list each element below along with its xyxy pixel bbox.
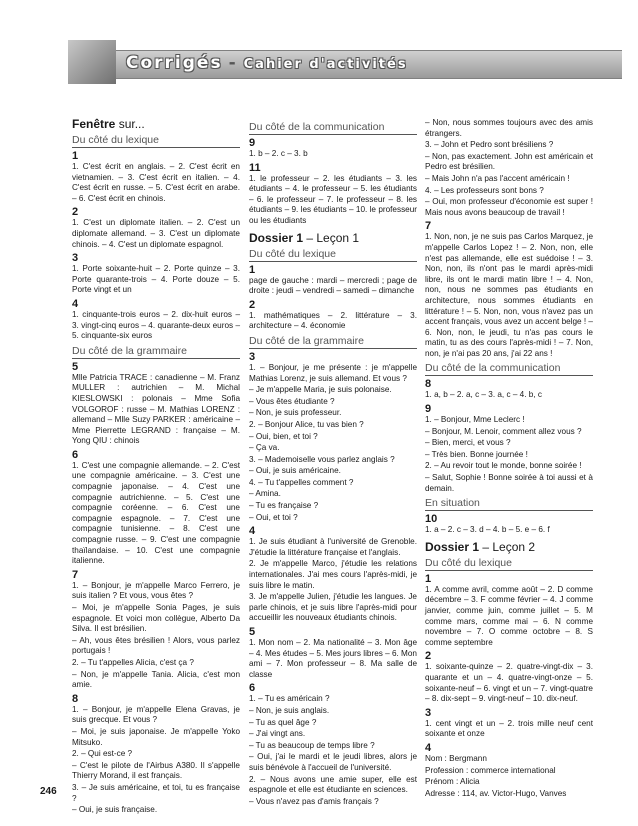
header-title-main: Corrigés [126, 53, 223, 73]
answer-text: Profession : commerce international [425, 765, 556, 775]
answer-text: 1. cinquante-trois euros – 2. dix-huit euros – 3. vingt-cinq euros – 4. quarante-deux euros – 5. cinquante-six euros [72, 309, 240, 341]
answer-text: – Oui, je suis française. [72, 805, 158, 815]
answer-text: 1. C'est une compagnie allemande. – 2. C'est une compagnie américaine. – 3. C'est une compagnie japonaise. – 4. C'est une compagnie autrichienne. – 5. C'est une compagnie coréenne. – 6. C'est une compagnie espagnole. – 7. C'est une compagnie tunisienne. – 8. C'est une compagnie russe. – 9. C'est une compagnie thaïlandaise. – 10. C'est une compagnie italienne. [72, 460, 240, 566]
exercise-number: 2 [249, 298, 256, 311]
answer-text: 1. a, b – 2. a, c – 3. a, c – 4. b, c [425, 390, 542, 400]
answer-text: 1. – Bonjour, je m'appelle Elena Gravas, je suis grecque. Et vous ? [72, 704, 240, 725]
exercise-number: 3 [425, 706, 432, 719]
answer-text: – Ah, vous êtes brésilien ! Alors, vous parlez portugais ! [72, 635, 240, 656]
answer-text: 3. – Mademoiselle vous parlez anglais ? [249, 454, 395, 464]
exercise-number: 3 [72, 252, 79, 265]
heading-rest: sur... [115, 117, 145, 131]
answer-text: Prénom : Alicia [425, 777, 480, 787]
exercise-number: 4 [425, 741, 432, 754]
answer-text: 2. – Qui est-ce ? [72, 749, 133, 759]
answer-text: 1. A comme avril, comme août – 2. D comme décembre – 3. F comme février – 4. J comme janvier, comme juin, comme juillet – 5. M comme mars, comme mai – 6. N comme novembre – 7. O comme octobre – 8. S comme septembre [425, 584, 593, 647]
answer-text: 1. – Bonjour, je me présente : je m'appelle Mathias Lorenz, je suis allemand. Et vous ? [249, 362, 417, 383]
exercise-number: 3 [249, 350, 256, 363]
answer-text: – Ça va. [249, 443, 280, 453]
answer-text: – Mais John n'a pas l'accent américain ! [425, 173, 570, 183]
heading-rest: – Leçon 1 [303, 230, 360, 245]
section-heading [72, 118, 240, 131]
header-separator: - [228, 53, 238, 73]
exercise-number: 11 [249, 161, 261, 174]
exercise-number: 10 [425, 513, 438, 526]
answer-text: – Très bien. Bonne journée ! [425, 449, 528, 459]
answer-text: 1. Mon nom – 2. Ma nationalité – 3. Mon âge – 4. Mes études – 5. Mes jours libres – 6. Mon ami – 7. Mon professeur – 8. Ma salle de classe [249, 638, 417, 679]
exercise-number: 5 [249, 626, 256, 638]
heading-bold: Fenêtre [72, 117, 116, 131]
answer-text: 1. cent vingt et un – 2. trois mille neuf cent soixante et onze [425, 718, 593, 739]
header-subtitle: Cahier d'activités [243, 57, 408, 72]
exercise-number: 6 [72, 448, 79, 461]
page-number: 246 [40, 786, 57, 797]
answer-text: 2. Je m'appelle Marco, j'étudie les relations internationales. J'ai mes cours l'après-midi, je suis libre le matin. [249, 559, 417, 590]
exercise-number: 9 [249, 137, 256, 149]
answer-text: – Vous êtes étudiante ? [249, 396, 335, 406]
heading-bold: Dossier 1 [425, 539, 480, 554]
answer-text: 2. – Tu t'appelles Alicia, c'est ça ? [72, 657, 194, 667]
answer-text: – J'ai vingt ans. [249, 729, 306, 739]
answer-text: – Bien, merci, et vous ? [425, 438, 511, 448]
answer-text: – Non, je suis professeur. [249, 408, 342, 418]
answer-text: 2. – Nous avons une amie super, elle est espagnole et elle est étudiante en sciences. [249, 774, 417, 795]
exercise-number: 2 [72, 206, 79, 219]
heading-bold: Dossier 1 [249, 230, 304, 245]
answer-text: – Non, je m'appelle Tania. Alicia, c'est mon amie. [72, 669, 240, 690]
answer-text: – Oui, mon professeur d'économie est super ! Mais nous avons beaucoup de travail ! [425, 197, 593, 217]
column-middle [249, 118, 417, 808]
dossier-heading [249, 231, 417, 245]
answer-text: – C'est le pilote de l'Airbus A380. Il s'appelle Thierry Morand, il est français. [72, 760, 240, 781]
answer-text: – Bonjour, M. Lenoir, comment allez vous ? [425, 426, 582, 436]
answer-text: 1. b – 2. c – 3. b [249, 149, 308, 158]
exercise-number: 9 [425, 403, 432, 416]
answer-text: – Tu as quel âge ? [249, 717, 317, 727]
answer-text: 1. – Bonjour, Mme Leclerc ! [425, 415, 525, 425]
answer-text: Mlle Patricia TRACE : canadienne – M. Franz MULLER : autrichien – M. Michal KIESLOWSKI : polonais – Mme Sofia VOLGOROF : russe – M. Mathias LORENZ : allemand – Mlle Suzy PARKER : américaine – Mme Pierrette LEGRAND : française – M. Yong QIU : chinois [72, 372, 240, 446]
exercise-number: 1 [249, 263, 256, 276]
answer-text: 1. Je suis étudiant à l'université de Grenoble. J'étudie la littérature française et l'anglais. [249, 537, 417, 557]
answer-text: 3. – Je suis américaine, et toi, tu es française ? [72, 782, 240, 803]
answer-text: – Oui, et toi ? [249, 512, 298, 522]
answer-text: – Tu es française ? [249, 501, 319, 511]
heading-rest: – Leçon 2 [479, 539, 536, 554]
exercise-number: 5 [72, 360, 79, 373]
subsection-heading: Du côté de la communication [425, 362, 593, 376]
column-right [425, 118, 593, 800]
answer-text: 1. Non, non, je ne suis pas Carlos Marquez, je m'appelle Carlos Lopez ! – 2. Non, non, elle n'est pas allemande, elle est suédoise ! – 3. Non, non, ils n'ont pas le mardi après-midi libre, ils ont le mardi matin libre ! – 4. Non, non, nous ne sommes pas étudiants en architecture, nous sommes étudiants en littérature ! – 5. Non, non, vous n'avez pas un accent français, vous avez un accent belge ! – 6. Non, non, le jeudi, tu n'as pas cours le matin, tu as des cours l'après-midi ! – 7. Non, non, je n'ai pas 20 ans, j'ai 22 ans ! [425, 232, 593, 358]
exercise-number: 2 [425, 650, 432, 663]
answer-text: 4. – Tu t'appelles comment ? [249, 477, 354, 487]
subsection-heading: Du côté de la grammaire [72, 345, 240, 359]
subsection-heading: Du côté de la communication [249, 121, 417, 135]
exercise-number: 4 [249, 525, 256, 538]
answer-text: – Tu as beaucoup de temps libre ? [249, 740, 375, 750]
subsection-heading: Du côté du lexique [249, 248, 417, 262]
answer-text: – Je m'appelle Maria, je suis polonaise. [249, 385, 392, 395]
subsection-heading: Du côté du lexique [425, 557, 593, 571]
answer-text: 1. C'est écrit en anglais. – 2. C'est écrit en vietnamien. – 3. C'est écrit en italien. – 4. C'est écrit en russe. – 5. C'est écrit en arabe. – 6. C'est écrit en chinois. [72, 162, 240, 203]
column-left [72, 118, 240, 817]
exercise-number: 6 [249, 682, 256, 695]
answer-text: 2. – Au revoir tout le monde, bonne soirée ! [425, 461, 582, 471]
exercise-number: 4 [72, 297, 79, 310]
header-title [126, 53, 408, 73]
answer-text: 1. a – 2. c – 3. d – 4. b – 5. e – 6. f [425, 525, 550, 535]
answer-text: – Oui, je suis américaine. [249, 466, 341, 476]
answer-text: – Moi, je m'appelle Sonia Pages, je suis espagnole. Et voici mon collègue, Alberto Da Silva. Il est brésilien. [72, 603, 240, 634]
answer-text: – Vous n'avez pas d'amis français ? [249, 796, 379, 806]
answer-text: 1. Porte soixante-huit – 2. Porte quinze – 3. Porte quarante-trois – 4. Porte douze – 5. Porte vingt et un [72, 264, 240, 295]
exercise-number: 1 [72, 150, 79, 162]
answer-text: – Non, nous sommes toujours avec des amis étrangers. [425, 118, 593, 138]
answer-text: 1. C'est un diplomate italien. – 2. C'est un diplomate allemand. – 3. C'est un diplomate chinois. – 4. C'est un diplomate espagnol. [72, 218, 240, 249]
answer-text: 3. Je m'appelle Julien, j'étudie les langues. Je parle chinois, et je suis libre l'après-midi pour accueillir les nouveaux étudiants chinois. [249, 592, 417, 623]
exercise-number: 8 [425, 378, 432, 391]
exercise-number: 8 [72, 692, 79, 705]
dossier-heading [425, 540, 593, 554]
answer-text: 3. – John et Pedro sont brésiliens ? [425, 140, 554, 150]
header-square-decoration [68, 40, 116, 84]
answer-text: 2. – Bonjour Alice, tu vas bien ? [249, 419, 364, 429]
answer-text: 1. mathématiques – 2. littérature – 3. architecture – 4. économie [249, 310, 417, 331]
answer-text: – Oui, j'ai le mardi et le jeudi libres, alors je suis bénévole à l'accueil de l'université. [249, 752, 417, 772]
page-header [68, 44, 616, 84]
answer-text: – Non, je suis anglais. [249, 705, 330, 715]
exercise-number: 1 [425, 572, 432, 585]
subsection-heading: Du côté du lexique [72, 134, 240, 148]
answer-text: – Oui, bien, et toi ? [249, 431, 318, 441]
answer-text: – Non, pas exactement. John est américain et Pedro est brésilien. [425, 151, 593, 172]
answer-text: – Amina. [249, 489, 281, 499]
answer-text: 4. – Les professeurs sont bons ? [425, 185, 544, 195]
answer-text: page de gauche : mardi – mercredi ; page de droite : jeudi – vendredi – samedi – dimanche [249, 275, 417, 296]
subsection-heading: En situation [425, 497, 593, 511]
answer-text: – Salut, Sophie ! Bonne soirée à toi aussi et à demain. [425, 473, 593, 493]
exercise-number: 7 [425, 220, 432, 233]
subsection-heading: Du côté de la grammaire [249, 335, 417, 349]
answer-text: 1. le professeur – 2. les étudiants – 3. les étudiants – 4. le professeur – 5. les étudiants – 6. le professeur – 7. le professeur – 8. les étudiants – 9. les étudiants – 10. le professeur ou les étudiants [249, 173, 417, 225]
answer-text: 1. soixante-quinze – 2. quatre-vingt-dix – 3. quarante et un – 4. quatre-vingt-onze – 5. soixante-neuf – 6. vingt et un – 7. vingt-quatre – 8. dix-sept – 9. vingt-neuf – 10. dix-neuf. [425, 662, 593, 704]
answer-text: 1. – Bonjour, je m'appelle Marco Ferrero, je suis italien ? Et vous, vous êtes ? [72, 580, 240, 601]
answer-text: – Moi, je suis japonaise. Je m'appelle Yoko Mitsuko. [72, 726, 240, 747]
answer-text: 1. – Tu es américain ? [249, 694, 330, 704]
answer-text: Adresse : 114, av. Victor-Hugo, Vanves [425, 788, 567, 798]
exercise-number: 7 [72, 568, 79, 581]
answer-text: Nom : Bergmann [425, 753, 487, 763]
